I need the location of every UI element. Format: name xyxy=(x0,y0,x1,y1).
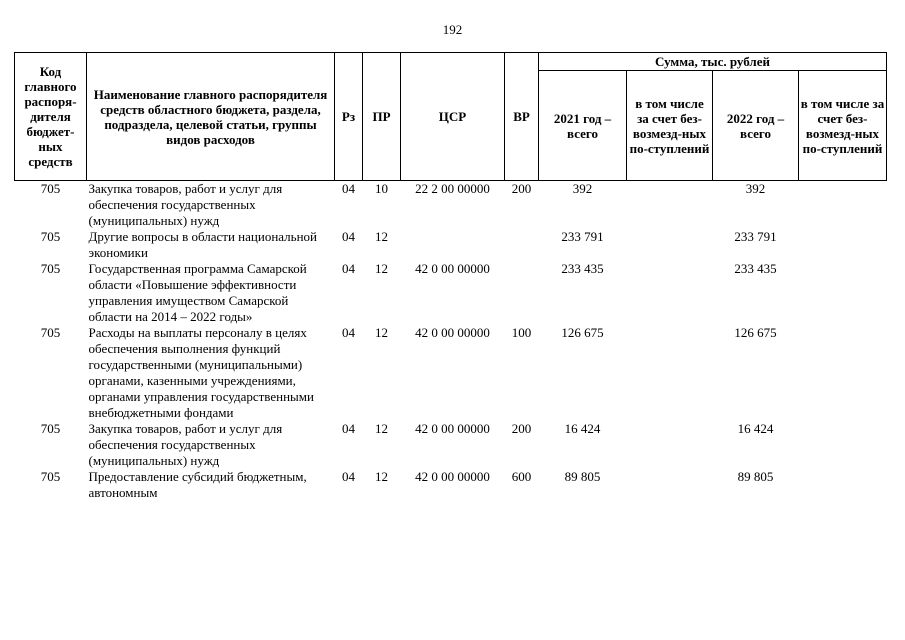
cell-sum-2021: 233 435 xyxy=(561,261,604,276)
cell-pr: 12 xyxy=(375,261,388,276)
header-pr: ПР xyxy=(363,53,401,181)
header-vr: ВР xyxy=(505,53,539,181)
table-row xyxy=(15,181,887,230)
cell-csr: 42 0 00 00000 xyxy=(415,325,490,340)
page-number: 192 xyxy=(442,22,463,37)
budget-table xyxy=(14,52,887,501)
cell-code: 705 xyxy=(40,229,61,244)
cell-sum-2021: 89 805 xyxy=(564,469,601,484)
cell-code: 705 xyxy=(40,181,61,196)
cell-vr: 200 xyxy=(511,181,532,196)
cell-rz: 04 xyxy=(342,469,355,484)
cell-pr: 10 xyxy=(375,181,388,196)
cell-code: 705 xyxy=(40,261,61,276)
table-row xyxy=(15,261,887,325)
cell-sum-2022: 89 805 xyxy=(737,469,774,484)
cell-name: Закупка товаров, работ и услуг для обеспечения государственных (муниципальных) нужд xyxy=(88,421,283,468)
cell-code: 705 xyxy=(40,469,61,484)
cell-name: Другие вопросы в области национальной экономики xyxy=(88,229,317,260)
cell-name: Предоставление субсидий бюджетным, автономным xyxy=(88,469,307,500)
header-2021-total: 2021 год – всего xyxy=(539,71,627,181)
table-header xyxy=(15,53,887,181)
cell-pr: 12 xyxy=(375,325,388,340)
table-row xyxy=(15,421,887,469)
cell-rz: 04 xyxy=(342,181,355,196)
header-2021-free: в том числе за счет без-возмезд-ных по-ступлений xyxy=(627,71,713,181)
cell-sum-2021: 126 675 xyxy=(561,325,604,340)
table-row xyxy=(15,469,887,501)
cell-sum-2021-free xyxy=(627,469,713,501)
header-name: Наименование главного распорядителя средств областного бюджета, раздела, подраздела, целевой статьи, группы видов расходов xyxy=(87,53,335,181)
cell-csr: 22 2 00 00000 xyxy=(415,181,490,196)
cell-sum-2022-free xyxy=(799,181,887,230)
header-2022-total: 2022 год – всего xyxy=(713,71,799,181)
cell-sum-2022: 392 xyxy=(745,181,766,196)
cell-sum-2021-free xyxy=(627,181,713,230)
cell-csr: 42 0 00 00000 xyxy=(415,469,490,484)
cell-sum-2021-free xyxy=(627,261,713,325)
cell-pr: 12 xyxy=(375,421,388,436)
cell-sum-2022-free xyxy=(799,421,887,469)
cell-sum-2022-free xyxy=(799,261,887,325)
cell-vr: 600 xyxy=(511,469,532,484)
cell-name: Закупка товаров, работ и услуг для обеспечения государственных (муниципальных) нужд xyxy=(88,181,283,228)
cell-name: Государственная программа Самарской области «Повышение эффективности управления имуществом Самарской области на 2014 – 2022 годы» xyxy=(88,261,307,324)
cell-vr: 100 xyxy=(511,325,532,340)
cell-sum-2022: 16 424 xyxy=(737,421,774,436)
cell-rz: 04 xyxy=(342,261,355,276)
cell-sum-2022: 126 675 xyxy=(734,325,777,340)
header-rz: Рз xyxy=(335,53,363,181)
cell-name: Расходы на выплаты персоналу в целях обеспечения выполнения функций государственными (муниципальными) органами, казенными учреждениями, органами управления государственными внебюджетными фондами xyxy=(88,325,314,420)
header-code: Код главного распоря-дителя бюджет-ных средств xyxy=(15,53,87,181)
table-row xyxy=(15,229,887,261)
cell-pr: 12 xyxy=(375,469,388,484)
cell-pr: 12 xyxy=(375,229,388,244)
cell-sum-2022: 233 791 xyxy=(734,229,777,244)
cell-sum-2021: 392 xyxy=(572,181,593,196)
cell-csr: 42 0 00 00000 xyxy=(415,261,490,276)
cell-sum-2021: 16 424 xyxy=(564,421,601,436)
table-row xyxy=(15,325,887,421)
header-csr: ЦСР xyxy=(401,53,505,181)
cell-rz: 04 xyxy=(342,325,355,340)
cell-csr xyxy=(401,229,505,261)
cell-sum-2022-free xyxy=(799,229,887,261)
cell-rz: 04 xyxy=(342,421,355,436)
cell-vr xyxy=(505,229,539,261)
cell-sum-2021-free xyxy=(627,421,713,469)
cell-vr: 200 xyxy=(511,421,532,436)
cell-sum-2022-free xyxy=(799,325,887,421)
table-body xyxy=(15,181,887,502)
cell-sum-2021-free xyxy=(627,325,713,421)
cell-sum-2021-free xyxy=(627,229,713,261)
header-2022-free: в том числе за счет без-возмезд-ных по-ступлений xyxy=(799,71,887,181)
cell-sum-2021: 233 791 xyxy=(561,229,604,244)
cell-vr xyxy=(505,261,539,325)
cell-code: 705 xyxy=(40,325,61,340)
cell-rz: 04 xyxy=(342,229,355,244)
cell-sum-2022-free xyxy=(799,469,887,501)
header-sum-title: Сумма, тыс. рублей xyxy=(539,53,887,71)
cell-sum-2022: 233 435 xyxy=(734,261,777,276)
cell-code: 705 xyxy=(40,421,61,436)
cell-csr: 42 0 00 00000 xyxy=(415,421,490,436)
